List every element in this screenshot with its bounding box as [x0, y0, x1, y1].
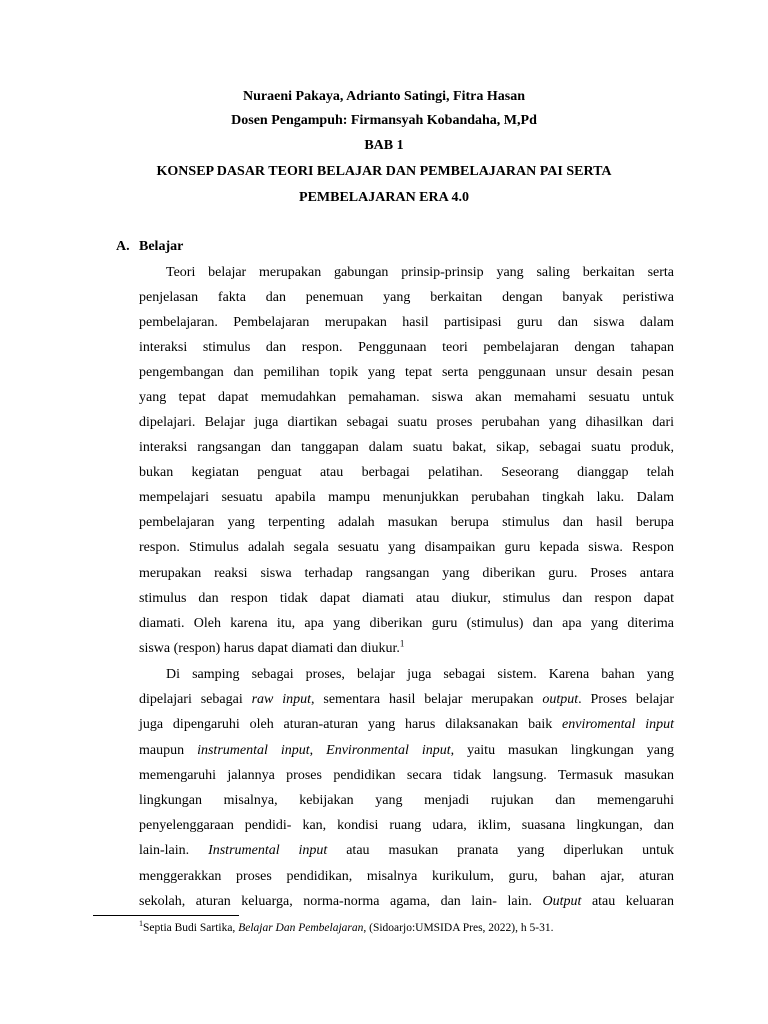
footnote-separator [93, 915, 239, 916]
text-line: diamati. Oleh karena itu, apa yang diberikan guru (stimulus) dan apa yang diterima [139, 616, 674, 631]
lecturer-line: Dosen Pengampuh: Firmansyah Kobandaha, M,Pd [231, 113, 537, 128]
text-line: Di samping sebagai proses, belajar juga sebagai sistem. Karena bahan yang [166, 667, 674, 682]
text-line: Teori belajar merupakan gabungan prinsip-prinsip yang saling berkaitan serta [166, 265, 674, 280]
chapter-title-line-2: PEMBELAJARAN ERA 4.0 [299, 190, 469, 205]
section-marker: A. [116, 239, 130, 254]
text-line: pembelajaran. Pembelajaran merupakan hasil partisipasi guru dan siswa dalam [139, 315, 674, 330]
authors-line: Nuraeni Pakaya, Adrianto Satingi, Fitra Hasan [243, 89, 525, 104]
text-line: mempelajari sesuatu apabila mampu menunjukkan perubahan tingkah laku. Dalam [139, 490, 674, 505]
text-line: memengaruhi jalannya proses pendidikan secara tidak langsung. Termasuk masukan [139, 768, 674, 783]
section-title: Belajar [139, 239, 184, 254]
text-line: respon. Stimulus adalah segala sesuatu yang disampaikan guru kepada siswa. Respon [139, 540, 674, 555]
text-line: lain-lain. Instrumental input atau masukan pranata yang diperlukan untuk [139, 843, 674, 858]
text-line: siswa (respon) harus dapat diamati dan diukur.$^1$ [139, 638, 405, 656]
text-line: interaksi rangsangan dan tanggapan dalam suatu bakat, sikap, sebagai suatu produk, [139, 440, 674, 455]
text-line: pengembangan dan pemilihan topik yang tepat serta penggunaan unsur desain pesan [139, 365, 674, 380]
text-line: dipelajari sebagai raw input, sementara hasil belajar merupakan output. Proses belajar [139, 692, 674, 707]
text-line: lingkungan misalnya, kebijakan yang menjadi rujukan dan memengaruhi [139, 793, 674, 808]
text-line: maupun instrumental input, Environmental input, yaitu masukan lingkungan yang [139, 743, 675, 758]
footnote-reference: 1 [399, 638, 405, 649]
text-line: juga dipengaruhi oleh aturan-aturan yang harus dilaksanakan baik enviromental input [139, 717, 675, 732]
footnote-number: 1 [139, 919, 143, 929]
chapter-title-line-1: KONSEP DASAR TEORI BELAJAR DAN PEMBELAJARAN PAI SERTA [156, 164, 612, 179]
text-line: penyelenggaraan pendidi- kan, kondisi ruang udara, iklim, suasana lingkungan, dan [139, 818, 674, 833]
text-line: pembelajaran yang terpenting adalah masukan berupa stimulus dan hasil berupa [139, 515, 674, 530]
text-line: bukan kegiatan penguat atau berbagai pelatihan. Seseorang dianggap telah [139, 465, 674, 480]
chapter-heading: BAB 1 [364, 138, 404, 153]
text-line: sekolah, aturan keluarga, norma-norma agama, dan lain- lain. Output atau keluaran [139, 894, 674, 909]
text-line: stimulus dan respon tidak dapat diamati atau diukur, stimulus dan respon dapat [139, 591, 674, 606]
text-line: penjelasan fakta dan penemuan yang berkaitan dengan banyak peristiwa [139, 290, 674, 305]
text-line: interaksi stimulus dan respon. Penggunaan teori pembelajaran dengan tahapan [139, 340, 674, 355]
text-line: yang tepat dapat memudahkan pemahaman. siswa akan memahami sesuatu untuk [139, 390, 674, 405]
text-line: dipelajari. Belajar juga diartikan sebagai suatu proses perubahan yang dihasilkan dari [139, 415, 674, 430]
text-line: menggerakkan proses pendidikan, misalnya kurikulum, guru, bahan ajar, aturan [139, 869, 674, 884]
text-line: merupakan reaksi siswa terhadap rangsangan yang diberikan guru. Proses antara [139, 566, 674, 581]
footnote: $^1$Septia Budi Sartika, Belajar Dan Pembelajaran, (Sidoarjo:UMSIDA Pres, 2022), h 5-31. [139, 919, 554, 934]
